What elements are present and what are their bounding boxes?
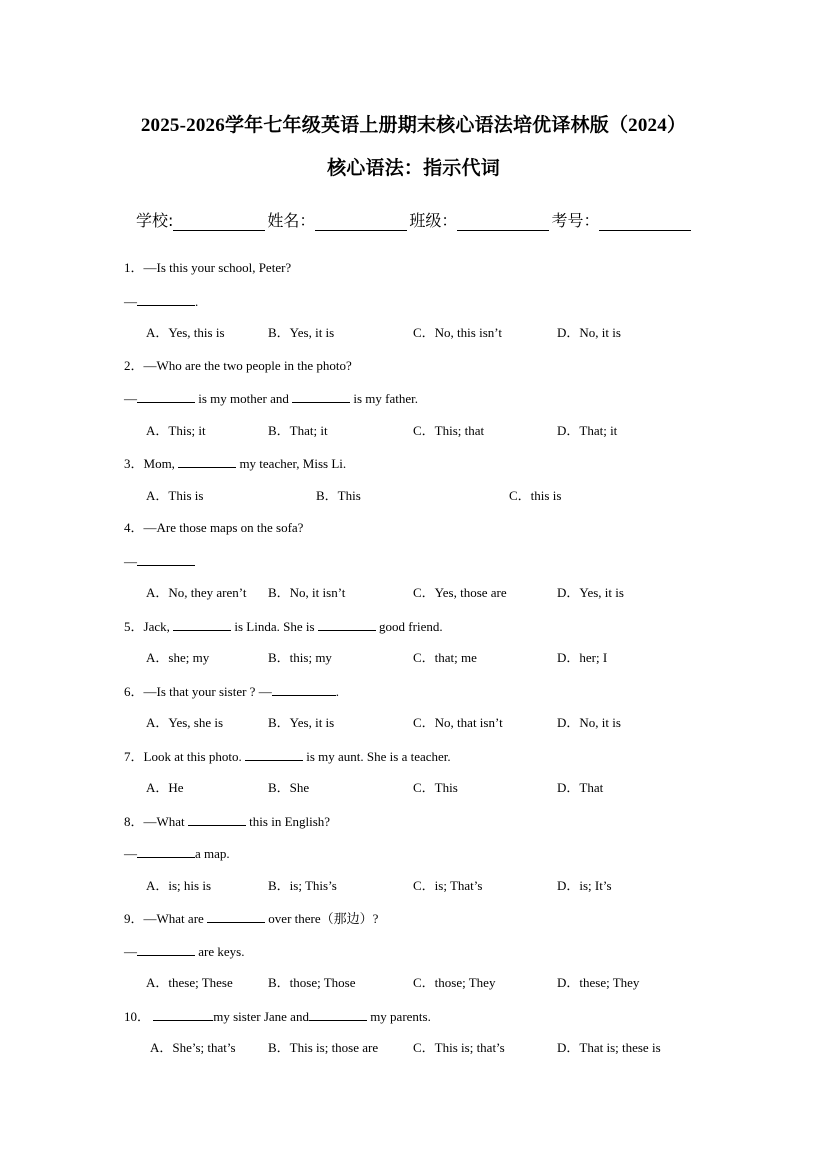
question-text: over there（那边）?: [265, 911, 379, 926]
number-label: 考号：: [551, 211, 600, 230]
option-c[interactable]: C．those; They: [413, 975, 496, 990]
option-d[interactable]: D．No, it is: [557, 325, 621, 340]
option-d[interactable]: D．No, it is: [557, 715, 621, 730]
question-text: this in English?: [245, 814, 331, 829]
page-subtitle: 核心语法：指示代词: [327, 158, 500, 179]
question-8-stem: [124, 813, 330, 830]
option-c[interactable]: C．No, that isn’t: [413, 715, 503, 730]
option-d[interactable]: D．That: [557, 780, 604, 795]
question-number: 4．: [124, 520, 144, 535]
option-a[interactable]: A．is; his is: [146, 878, 212, 893]
answer-blank[interactable]: [153, 1008, 213, 1021]
option-d[interactable]: D．Yes, it is: [557, 585, 624, 600]
option-c[interactable]: C．that; me: [413, 650, 477, 665]
question-text: —What: [143, 814, 188, 829]
option-a[interactable]: A．This is: [146, 488, 204, 503]
question-number: 10．: [124, 1009, 151, 1024]
question-text: Jack,: [143, 619, 174, 634]
question-number: 8．: [124, 814, 144, 829]
question-text: —: [124, 846, 137, 861]
name-label: 姓名：: [267, 211, 316, 230]
question-1-stem: [124, 260, 291, 276]
option-a[interactable]: A．Yes, this is: [146, 325, 225, 340]
answer-blank[interactable]: [173, 618, 231, 631]
question-text: is my mother and: [195, 391, 293, 406]
option-b[interactable]: B．She: [268, 780, 310, 795]
option-c[interactable]: C．This is; that’s: [413, 1040, 505, 1055]
name-blank[interactable]: [315, 214, 407, 231]
question-text: —Is that your sister ? —: [143, 684, 272, 699]
question-number: 1．: [124, 260, 144, 275]
question-text: my parents.: [366, 1009, 431, 1024]
question-9-answer-line: [124, 943, 244, 960]
option-d[interactable]: D．her; I: [557, 650, 608, 665]
answer-blank[interactable]: [137, 390, 195, 403]
option-d[interactable]: D．That; it: [557, 423, 618, 438]
answer-blank[interactable]: [137, 845, 195, 858]
option-b[interactable]: B．That; it: [268, 423, 328, 438]
question-6-stem: [124, 683, 339, 700]
option-b[interactable]: B．Yes, it is: [268, 715, 335, 730]
question-2-stem: [124, 358, 352, 374]
option-a[interactable]: A．Yes, she is: [146, 715, 224, 730]
question-text: —Is this your school, Peter?: [143, 260, 292, 275]
question-1-answer-line: [124, 293, 198, 310]
option-b[interactable]: B．Yes, it is: [268, 325, 335, 340]
question-number: 3．: [124, 456, 144, 471]
option-a[interactable]: A．This; it: [146, 423, 206, 438]
question-text: —: [124, 294, 137, 309]
option-a[interactable]: A．No, they aren’t: [146, 585, 247, 600]
option-b[interactable]: B．this; my: [268, 650, 332, 665]
student-info-row: [136, 208, 693, 231]
option-c[interactable]: C．This: [413, 780, 458, 795]
option-a[interactable]: A．these; These: [146, 975, 233, 990]
question-number: 9．: [124, 911, 144, 926]
option-d[interactable]: D．is; It’s: [557, 878, 612, 893]
question-text: —Who are the two people in the photo?: [143, 358, 352, 373]
option-b[interactable]: B．This is; those are: [268, 1040, 379, 1055]
option-d[interactable]: D．That is; these is: [557, 1040, 661, 1055]
question-number: 5．: [124, 619, 144, 634]
option-c[interactable]: C．is; That’s: [413, 878, 483, 893]
question-text: —What are: [143, 911, 208, 926]
question-text: my sister Jane and: [213, 1009, 309, 1024]
question-4-answer-line: [124, 553, 195, 570]
option-a[interactable]: A．she; my: [146, 650, 210, 665]
option-c[interactable]: C．Yes, those are: [413, 585, 507, 600]
page-title: 2025-2026学年七年级英语上册期末核心语法培优译林版（2024）: [140, 115, 687, 136]
option-b[interactable]: B．No, it isn’t: [268, 585, 346, 600]
answer-blank[interactable]: [188, 813, 246, 826]
option-d[interactable]: D．these; They: [557, 975, 640, 990]
answer-blank[interactable]: [309, 1008, 367, 1021]
question-text: .: [195, 294, 199, 309]
question-text: is my aunt. She is a teacher.: [302, 749, 451, 764]
question-8-answer-line: [124, 845, 230, 862]
class-blank[interactable]: [457, 214, 549, 231]
question-number: 7．: [124, 749, 144, 764]
answer-blank[interactable]: [137, 553, 195, 566]
answer-blank[interactable]: [318, 618, 376, 631]
class-label: 班级：: [409, 211, 458, 230]
option-a[interactable]: A．He: [146, 780, 184, 795]
school-label: 学校:: [136, 211, 174, 230]
question-3-stem: [124, 455, 346, 472]
question-number: 2．: [124, 358, 144, 373]
question-number: 6．: [124, 684, 144, 699]
answer-blank[interactable]: [137, 943, 195, 956]
answer-blank[interactable]: [272, 683, 336, 696]
question-text: a map.: [195, 846, 230, 861]
option-b[interactable]: B．This: [316, 488, 361, 503]
answer-blank[interactable]: [292, 390, 350, 403]
question-text: are keys.: [195, 944, 245, 959]
question-text: .: [335, 684, 339, 699]
question-text: —Are those maps on the sofa?: [143, 520, 304, 535]
question-text: —: [124, 944, 137, 959]
question-text: is Linda. She is: [231, 619, 318, 634]
question-9-stem: [124, 910, 378, 927]
question-2-answer-line: [124, 390, 418, 407]
answer-blank[interactable]: [245, 748, 303, 761]
question-text: —: [124, 554, 137, 569]
question-4-stem: [124, 520, 303, 536]
question-7-stem: [124, 748, 451, 765]
number-blank[interactable]: [599, 214, 691, 231]
option-c[interactable]: C．This; that: [413, 423, 485, 438]
question-text: my teacher, Miss Li.: [236, 456, 347, 471]
school-blank[interactable]: [173, 214, 265, 231]
answer-blank[interactable]: [207, 910, 265, 923]
question-text: Look at this photo.: [143, 749, 245, 764]
question-text: good friend.: [375, 619, 443, 634]
question-5-stem: [124, 618, 443, 635]
option-c[interactable]: C．this is: [509, 488, 562, 503]
question-10-stem: [124, 1008, 431, 1025]
option-b[interactable]: B．those; Those: [268, 975, 356, 990]
option-b[interactable]: B．is; This’s: [268, 878, 337, 893]
answer-blank[interactable]: [137, 293, 195, 306]
answer-blank[interactable]: [178, 455, 236, 468]
option-a[interactable]: A．She’s; that’s: [150, 1040, 236, 1055]
question-text: is my father.: [350, 391, 419, 406]
option-c[interactable]: C．No, this isn’t: [413, 325, 502, 340]
question-text: Mom,: [143, 456, 179, 471]
question-text: —: [124, 391, 137, 406]
